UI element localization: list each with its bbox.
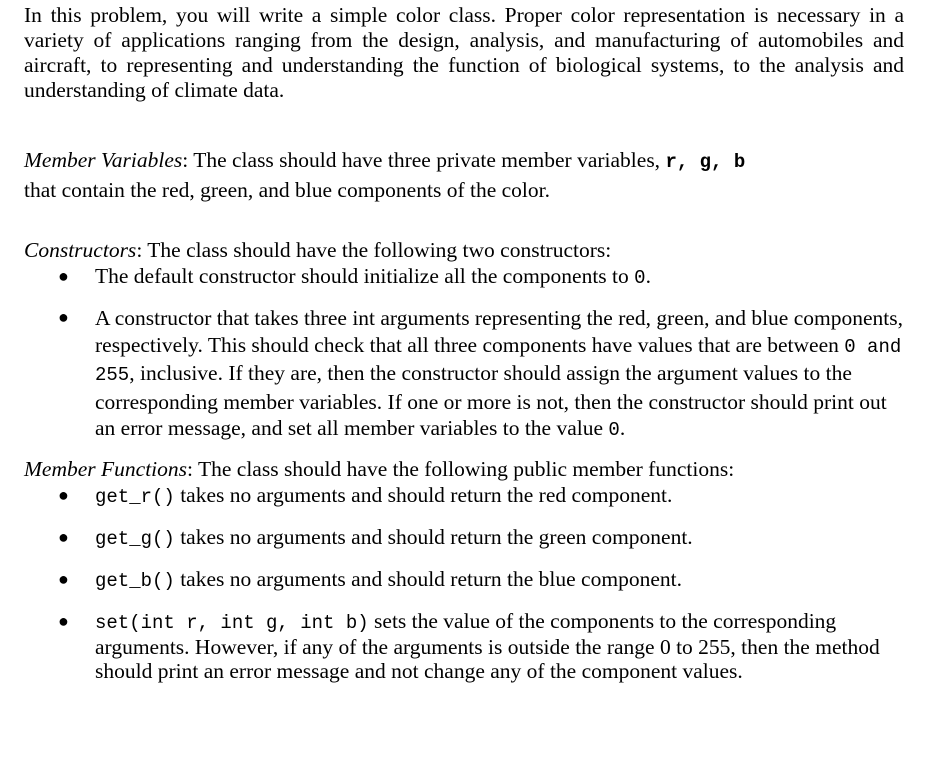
list-item (24, 525, 904, 552)
list-item (24, 305, 904, 444)
bullet-icon: ● (58, 526, 69, 547)
member-variables-paragraph (24, 146, 904, 204)
function-get-r-text: takes no arguments and should return the red component. (174, 482, 673, 507)
member-variables-text: : The class should have three private member variables, (182, 148, 666, 172)
constructor-args-text-a: A constructor that takes three int arguments representing the red, green, and blue components, respectively. This should check that all three components have values that are between (95, 306, 903, 357)
bullet-icon: ● (58, 568, 69, 589)
member-variables-code: r, g, b (665, 151, 746, 173)
constructor-args-text-b: , inclusive. If they are, then the constructor should assign the argument values to the corresponding member variables. If one or more is not, then the constructor should print out an error message, and set all member variables to the value (95, 361, 887, 440)
member-variables-heading: Member Variables (24, 148, 183, 172)
intro-paragraph: In this problem, you will write a simple color class. Proper color representation is necessary in a variety of applications ranging from the design, analysis, and manufacturing of automobiles and aircraft, to representing and understanding the function of biological systems, to the analysis and understanding of climate data. (24, 3, 904, 102)
bullet-icon: ● (58, 307, 69, 327)
member-functions-list (24, 483, 904, 683)
constructors-heading: Constructors (24, 238, 137, 262)
function-set-text: sets the value of the components to the corresponding arguments. However, if any of the arguments is outside the range 0 to 255, then the method should print an error message and not change any of the component values. (95, 608, 880, 683)
member-variables-text-after: that contain the red, green, and blue components of the color. (24, 178, 550, 202)
member-functions-heading: Member Functions (24, 456, 188, 481)
function-get-b-text: takes no arguments and should return the blue component. (174, 566, 682, 591)
constructor-default-end: . (645, 264, 651, 288)
constructor-args-code-b: 0 (608, 419, 620, 441)
constructors-list (24, 264, 904, 444)
function-get-b-code: get_b() (95, 569, 175, 592)
member-functions-paragraph (24, 455, 904, 483)
constructor-args-code-a: 0 and 255 (95, 335, 902, 386)
bullet-icon: ● (58, 610, 69, 631)
list-item (24, 609, 904, 683)
list-item (24, 567, 904, 594)
function-get-g-code: get_g() (95, 527, 175, 550)
function-set-code: set(int r, int g, int b) (95, 611, 369, 634)
constructor-default-text: The default constructor should initialize all the components to (95, 264, 635, 288)
list-item (24, 483, 904, 510)
list-item (24, 264, 904, 291)
constructor-args-end: . (619, 416, 626, 440)
constructors-paragraph (24, 236, 904, 264)
bullet-icon: ● (58, 266, 69, 286)
document-page (24, 3, 904, 683)
constructors-text: : The class should have the following two constructors: (136, 238, 612, 262)
member-functions-text: : The class should have the following public member functions: (187, 456, 735, 481)
function-get-r-code: get_r() (95, 485, 175, 508)
function-get-g-text: takes no arguments and should return the green component. (174, 524, 693, 549)
bullet-icon: ● (58, 484, 69, 505)
constructor-default-code: 0 (634, 267, 646, 289)
